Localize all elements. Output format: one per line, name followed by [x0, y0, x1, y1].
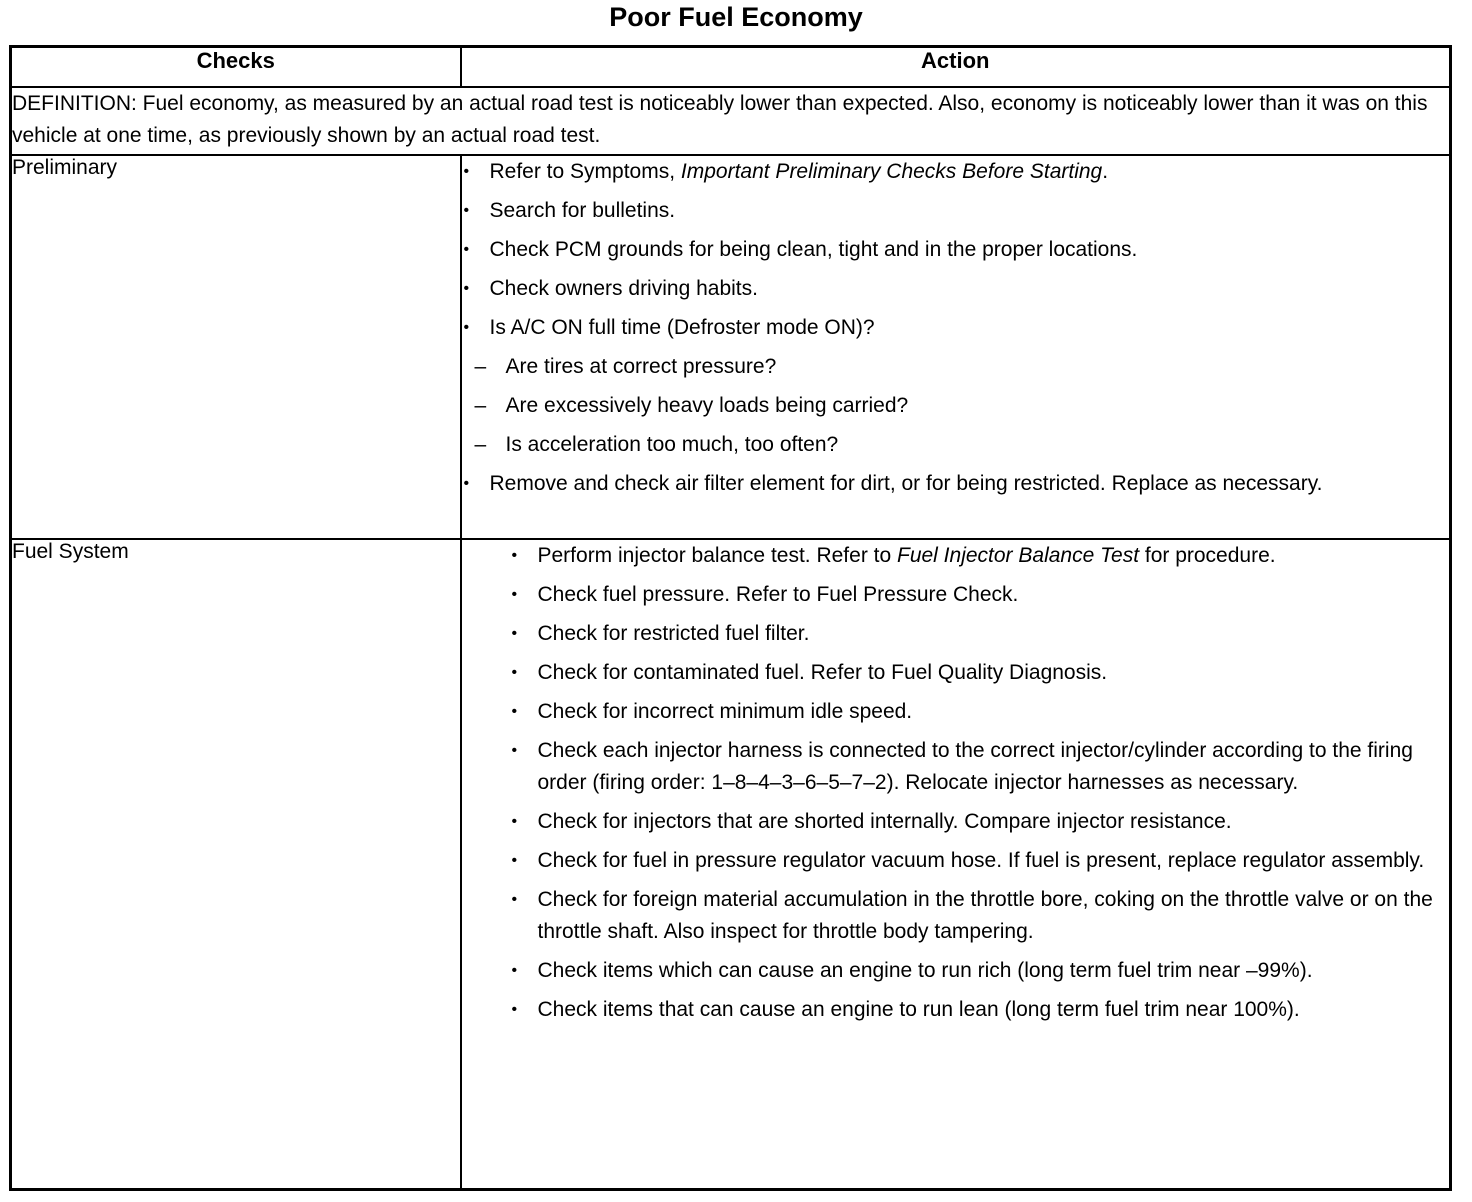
check-label-preliminary: Preliminary [11, 155, 461, 539]
action-header: Action [461, 47, 1451, 88]
check-label-fuel-system: Fuel System [11, 539, 461, 1190]
item-text: Perform injector balance test. Refer to [537, 544, 897, 567]
list-item [510, 540, 1450, 572]
list-item: • Remove and check air filter element for dirt, or for being restricted. Replace as necessary. [462, 468, 1450, 500]
diagnosis-table [9, 45, 1452, 1191]
list-item: • Is A/C ON full time (Defroster mode ON)? [462, 312, 1450, 344]
list-item: • Check for injectors that are shorted internally. Compare injector resistance. [510, 806, 1450, 838]
list-item: • Check each injector harness is connected to the correct injector/cylinder according to the firing order (firing order: 1–8–4–3–6–5–7–2). Relocate injector harnesses as necessary. [510, 735, 1450, 799]
item-text-end: . [1102, 160, 1109, 183]
list-item: • Check for fuel in pressure regulator vacuum hose. If fuel is present, replace regulator assembly. [510, 845, 1450, 877]
list-item: • Check owners driving habits. [462, 273, 1450, 305]
definition-text: DEFINITION: Fuel economy, as measured by an actual road test is noticeably lower than expected. Also, economy is noticeably lower than it was on this vehicle at one time, as previously shown by an actual road test. [11, 87, 1451, 155]
table-row [11, 539, 1451, 1190]
list-item: • Check fuel pressure. Refer to Fuel Pressure Check. [510, 579, 1450, 611]
sub-list-item: – Is acceleration too much, too often? [470, 429, 1450, 461]
list-item: • Check for restricted fuel filter. [510, 618, 1450, 650]
item-reference: Fuel Injector Balance Test [897, 544, 1140, 567]
list-item: • Check PCM grounds for being clean, tight and in the proper locations. [462, 234, 1450, 266]
action-list-preliminary [461, 155, 1451, 539]
table-row [11, 155, 1451, 539]
sub-list-item: – Are excessively heavy loads being carried? [470, 390, 1450, 422]
header-row [11, 47, 1451, 88]
item-text: Refer to Symptoms, [489, 160, 681, 183]
action-list-fuel-system [461, 539, 1451, 1190]
list-item: • Check for contaminated fuel. Refer to Fuel Quality Diagnosis. [510, 657, 1450, 689]
list-item: • Check for foreign material accumulation in the throttle bore, coking on the throttle valve or on the throttle shaft. Also inspect for throttle body tampering. [510, 884, 1450, 948]
list-item: • Check for incorrect minimum idle speed. [510, 696, 1450, 728]
list-item: • Check items that can cause an engine to run lean (long term fuel trim near 100%). [510, 994, 1450, 1026]
list-item: • Search for bulletins. [462, 195, 1450, 227]
sub-list-item: – Are tires at correct pressure? [470, 351, 1450, 383]
item-reference: Important Preliminary Checks Before Starting [680, 160, 1103, 183]
definition-row [11, 87, 1451, 155]
list-item [462, 156, 1450, 188]
page-title: Poor Fuel Economy [609, 2, 863, 32]
checks-header: Checks [11, 47, 461, 88]
item-text-end: for procedure. [1139, 544, 1276, 567]
list-item: • Check items which can cause an engine to run rich (long term fuel trim near –99%). [510, 955, 1450, 987]
